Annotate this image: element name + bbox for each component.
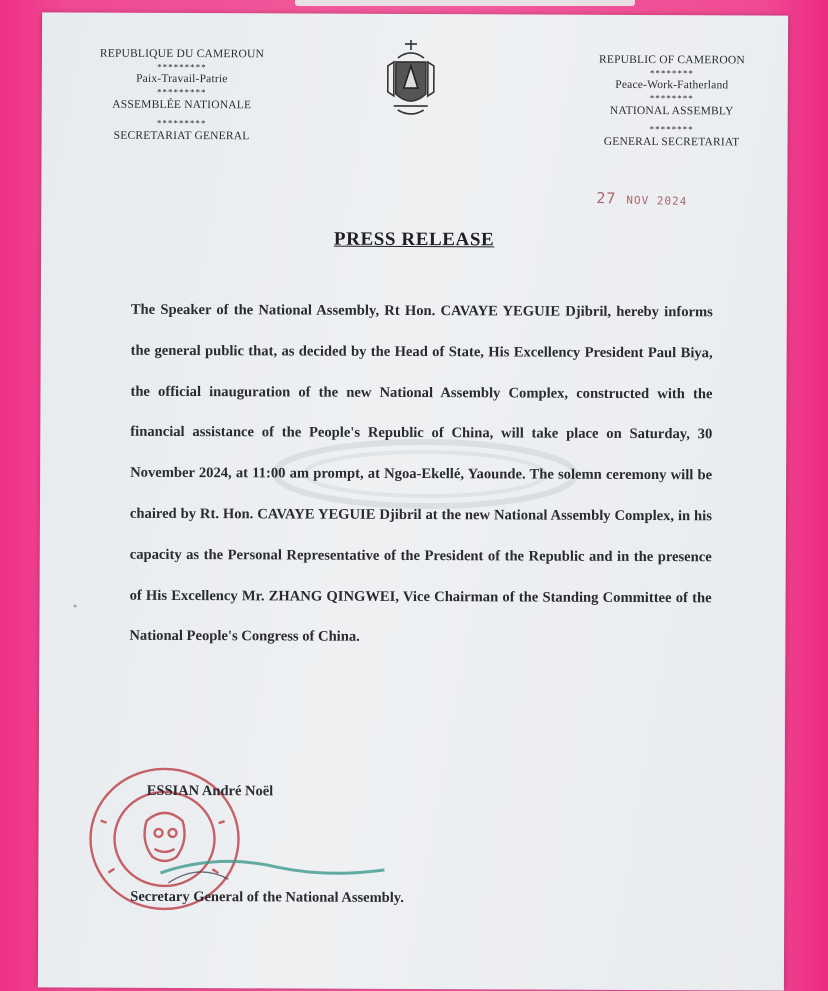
document-title: PRESS RELEASE bbox=[333, 228, 495, 251]
top-edge-bar bbox=[295, 0, 635, 6]
institution-fr: ASSEMBLÉE NATIONALE bbox=[112, 98, 252, 112]
header-stars: ******** bbox=[649, 67, 694, 78]
signatory-title: Secretary General of the National Assembly. bbox=[130, 888, 404, 906]
header-stars: ********* bbox=[156, 118, 207, 129]
paper-speck bbox=[74, 605, 77, 608]
document-page bbox=[38, 12, 788, 990]
header-stars: ******** bbox=[649, 124, 694, 135]
department-fr: SECRETARIAT GENERAL bbox=[113, 129, 250, 143]
header-right bbox=[580, 53, 764, 152]
header-stars: ********* bbox=[157, 61, 207, 72]
date-stamp-month-year: NOV 2024 bbox=[626, 193, 688, 208]
coat-of-arms-icon bbox=[380, 36, 442, 122]
motto-en: Peace-Work-Fatherland bbox=[615, 79, 729, 92]
institution-en: NATIONAL ASSEMBLY bbox=[609, 104, 734, 118]
header-left bbox=[92, 47, 272, 146]
date-stamp-day: 27 bbox=[596, 189, 617, 208]
date-stamp bbox=[596, 189, 687, 209]
signatory-name: ESSIAN André Noël bbox=[146, 782, 274, 800]
header-stars: ********* bbox=[157, 86, 207, 98]
country-name-en: REPUBLIC OF CAMEROON bbox=[598, 53, 745, 67]
header-stars: ******** bbox=[649, 92, 694, 104]
country-name-fr: REPUBLIQUE DU CAMEROUN bbox=[99, 47, 265, 61]
press-release-body: The Speaker of the National Assembly, Rt Hon. CAVAYE YEGUIE Djibril, hereby informs the general public that, as decided by the Head of State, His Excellency President Paul Biya, the official inauguration of the new National Assembly Complex, constructed with the financial assistance of the People's Republic of China, will take place on Saturday, 30 November 2024, at 11:00 am prompt, at Ngoa-Ekellé, Yaounde. The solemn ceremony will be chaired by Rt. Hon. CAVAYE YEGUIE Djibril at the new National Assembly Complex, in his capacity as the Personal Representative of the President of the Republic and in the presence of His Excellency Mr. ZHANG QINGWEI, Vice Chairman of the Standing Committee of the National People's Congress of China. bbox=[129, 301, 713, 646]
department-en: GENERAL SECRETARIAT bbox=[603, 136, 740, 149]
motto-fr: Paix-Travail-Patrie bbox=[136, 73, 228, 86]
